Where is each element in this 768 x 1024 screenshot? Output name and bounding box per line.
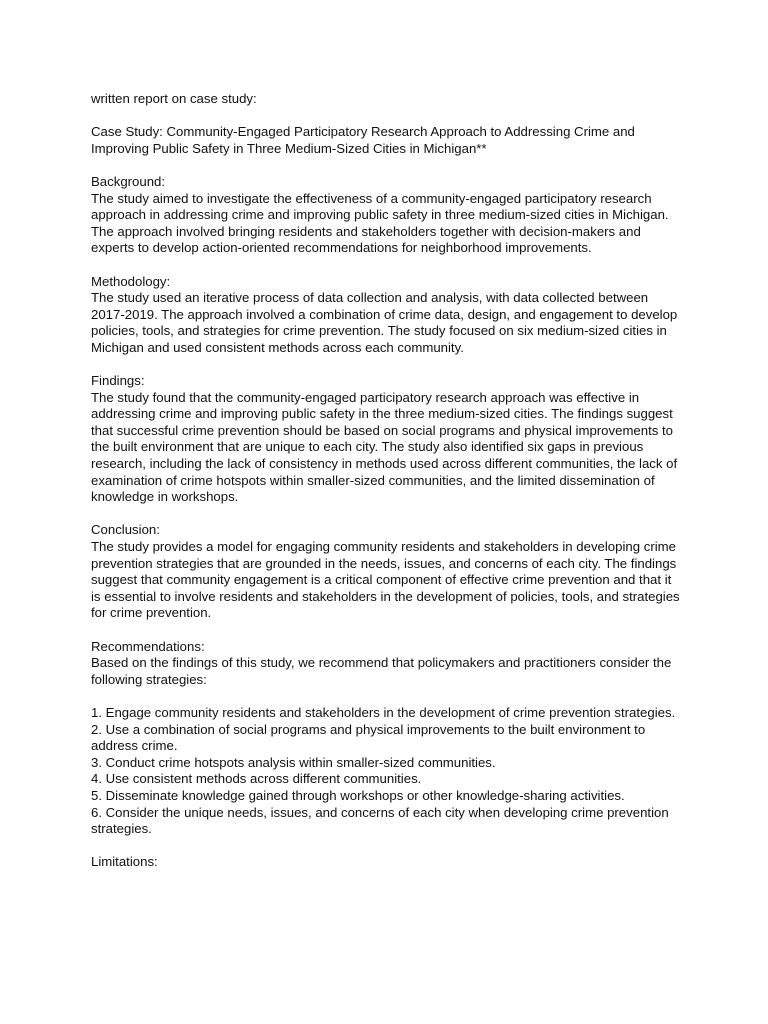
methodology-heading: Methodology:: [91, 273, 171, 289]
recommendations-section: [91, 639, 681, 689]
list-item: 6. Consider the unique needs, issues, and concerns of each city when developing crime prevention strategies.: [91, 804, 669, 837]
methodology-section: [91, 274, 681, 357]
findings-section: [91, 373, 681, 506]
list-item: 4. Use consistent methods across different communities.: [91, 771, 422, 787]
recommendations-heading: Recommendations:: [91, 638, 205, 654]
list-item: 1. Engage community residents and stakeholders in the development of crime prevention strategies.: [91, 704, 676, 720]
background-section: [91, 174, 681, 257]
case-study-title: Case Study: Community-Engaged Participatory Research Approach to Addressing Crime and Improving Public Safety in Three Medium-Sized Cities in Michigan**: [91, 124, 635, 156]
list-item: 5. Disseminate knowledge gained through workshops or other knowledge-sharing activities.: [91, 787, 625, 803]
list-item: 3. Conduct crime hotspots analysis within smaller-sized communities.: [91, 754, 496, 770]
conclusion-text: The study provides a model for engaging community residents and stakeholders in developing crime prevention strategies that are grounded in the needs, issues, and concerns of each city. The findings suggest that community engagement is a critical component of effective crime prevention and that it is essential to involve residents and stakeholders in the development of policies, tools, and strategies for crime prevention.: [91, 539, 680, 621]
findings-heading: Findings:: [91, 373, 145, 389]
findings-text: The study found that the community-engaged participatory research approach was effective in addressing crime and improving public safety in the three medium-sized cities. The findings suggest that successful crime prevention should be based on social programs and physical improvements to the built environment that are unique to each city. The study also identified six gaps in previous research, including the lack of consistency in methods used across different communities, the lack of examination of crime hotspots within smaller-sized communities, and the limited dissemination of knowledge in workshops.: [91, 389, 678, 505]
intro-line: written report on case study:: [91, 91, 257, 106]
limitations-heading: Limitations:: [91, 854, 158, 870]
title-block: [91, 124, 681, 157]
document-page: [91, 91, 681, 888]
recommendations-text: Based on the findings of this study, we recommend that policymakers and practitioners consider the following strategies:: [91, 655, 672, 687]
intro-block: [91, 91, 681, 108]
background-heading: Background:: [91, 173, 166, 189]
list-item: 2. Use a combination of social programs and physical improvements to the built environment to address crime.: [91, 721, 646, 754]
recommendations-list: [91, 705, 681, 838]
methodology-text: The study used an iterative process of data collection and analysis, with data collected between 2017-2019. The approach involved a combination of crime data, design, and engagement to develop policies, tools, and strategies for crime prevention. The study focused on six medium-sized cities in Michigan and used consistent methods across each community.: [91, 290, 678, 355]
background-text: The study aimed to investigate the effectiveness of a community-engaged participatory research approach in addressing crime and improving public safety in three medium-sized cities in Michigan. The approach involved bringing residents and stakeholders together with decision-makers and experts to develop action-oriented recommendations for neighborhood improvements.: [91, 190, 669, 256]
conclusion-heading: Conclusion:: [91, 522, 160, 538]
limitations-section: [91, 854, 681, 871]
conclusion-section: [91, 522, 681, 622]
